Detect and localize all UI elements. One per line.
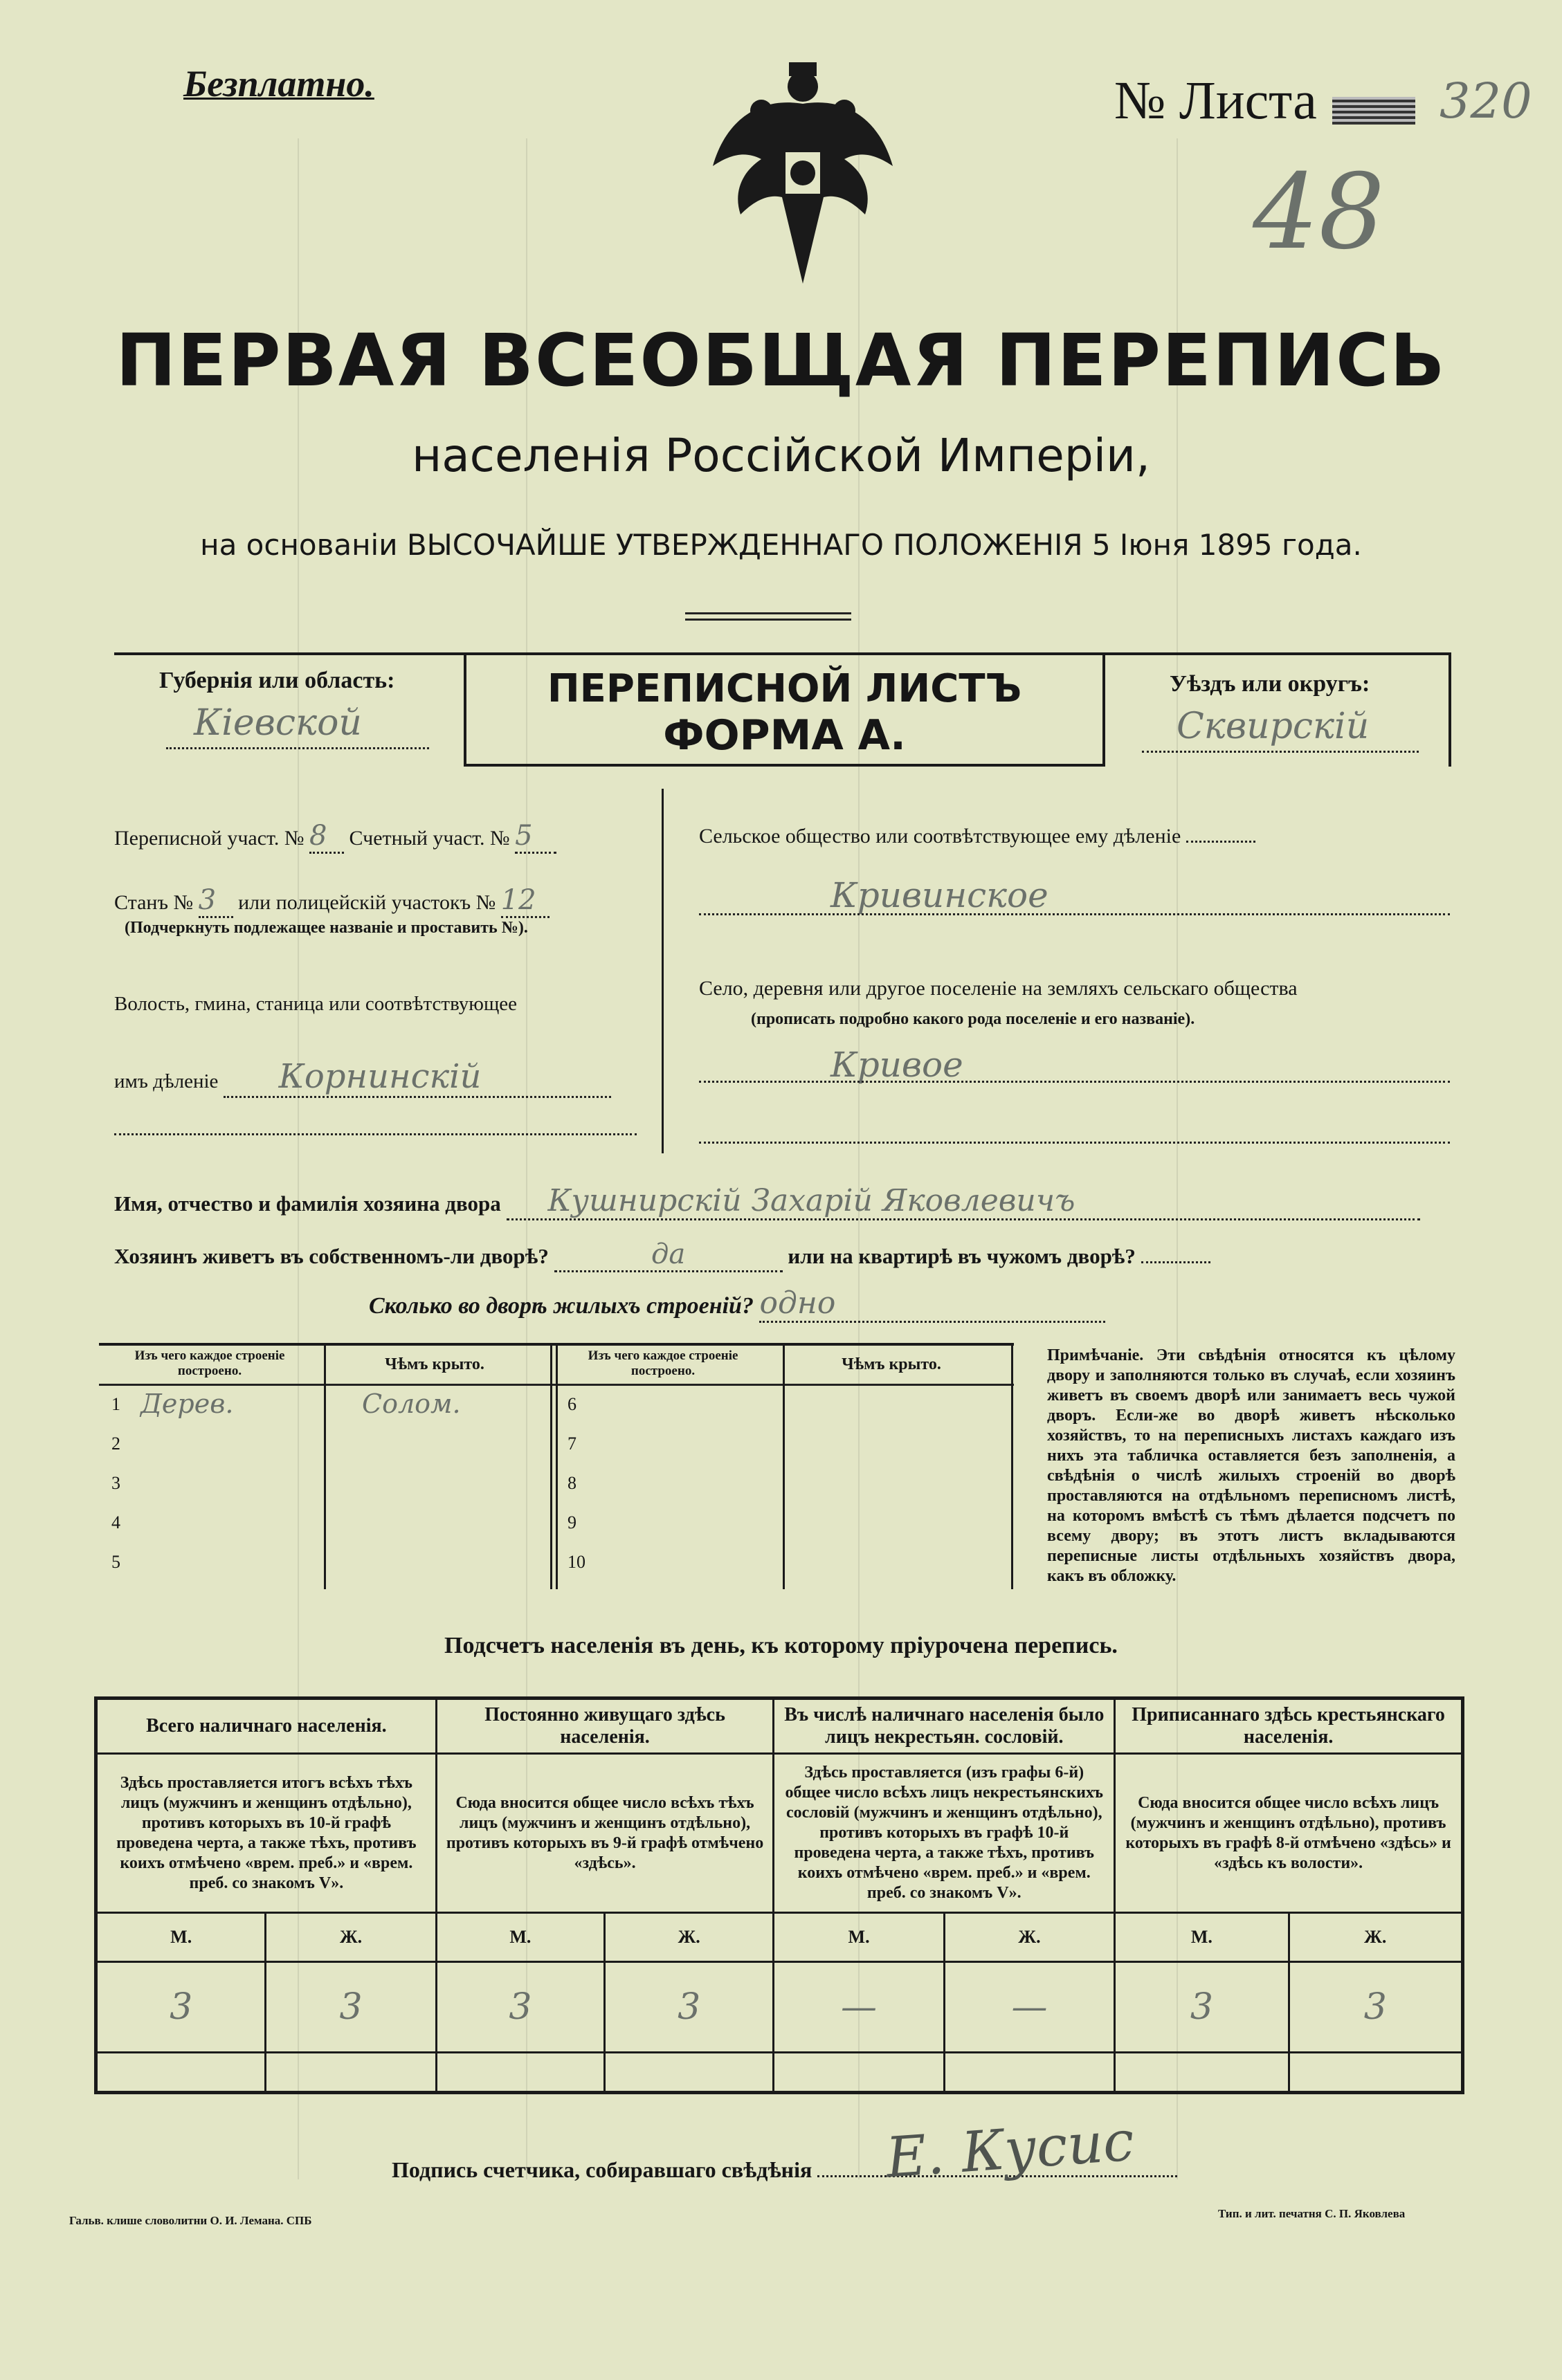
female-header: Ж.: [266, 1913, 436, 1962]
permanent-male-value[interactable]: 3: [436, 1962, 604, 2053]
structure-row: [99, 1386, 549, 1425]
group-header: Всего наличнаго населенія.: [96, 1699, 437, 1754]
group-description: Здѣсь проставляется (изъ графы 6-й) общее число всѣхъ лицъ некрестьянскихъ сословій (мужчинъ и женщинъ отдѣльно), противъ которыхъ въ графѣ 10-й проведена черта, а также тѣхъ, противъ коихъ отмѣчено «врем. преб.» и «врем. преб. со знакомъ V».: [774, 1754, 1115, 1913]
male-header: М.: [1115, 1913, 1289, 1962]
row-number: 1: [111, 1394, 120, 1414]
stan-value[interactable]: 3: [199, 884, 233, 918]
roof-value[interactable]: Солом.: [362, 1389, 461, 1419]
enumerator-signature: Е. Кусис: [884, 2108, 1136, 2190]
society-label: Сельское общество или соотвѣтствующее ему дѣленіе: [699, 825, 1181, 848]
stan-label: Станъ №: [114, 891, 194, 914]
male-header: М.: [96, 1913, 266, 1962]
row-number: 7: [567, 1434, 576, 1454]
count-title: Подсчетъ населенія въ день, къ которому пріурочена перепись.: [444, 1633, 1118, 1658]
group-header: Постоянно живущаго здѣсь населенія.: [436, 1699, 774, 1754]
province-value[interactable]: Кіевской: [194, 702, 362, 744]
structure-row: [559, 1425, 1009, 1465]
free-label: Безплатно.: [183, 63, 374, 104]
row-number: 2: [111, 1434, 120, 1454]
buildings-label: Сколько во дворѣ жилыхъ строеній?: [369, 1293, 754, 1319]
structures-note: Примѣчаніе. Эти свѣдѣнія относятся къ цѣлому двору и заполняются только въ случаѣ, если хозяинъ живетъ въ своемъ дворѣ или занимаетъ весь чужой дворъ. Если-же во дворѣ живетъ нѣсколько хозяйствъ, то на переписныхъ листахъ каждаго изъ нихъ эта табличка оставляется безъ заполненія, а свѣдѣнія о числѣ жилыхъ строеній во дворѣ проставляются на отдѣльномъ переписномъ листѣ, на которомъ вмѣстѣ съ тѣмъ дѣлается подсчетъ по всему двору; въ этотъ листъ вкладываются переписные листы отдѣльныхъ хозяйствъ двора, какъ въ обложку.: [1047, 1346, 1455, 1585]
structure-row: [99, 1425, 549, 1465]
society-value[interactable]: Кривинское: [830, 875, 1048, 915]
printer-left: Гальв. клише словолитни О. И. Лемана. СПБ: [69, 2214, 312, 2227]
population-count-table: [94, 1696, 1464, 2094]
col-roof-header: Чѣмъ крыто.: [385, 1355, 484, 1373]
female-header: Ж.: [944, 1913, 1114, 1962]
row-number: 6: [567, 1394, 576, 1414]
police-label: или полицейскій участокъ №: [238, 891, 496, 914]
owner-name-value[interactable]: Кушнирскій Захарій Яковлевичъ: [507, 1183, 1420, 1220]
province-label: Губернія или область:: [159, 668, 395, 693]
row-number: 4: [111, 1512, 120, 1532]
female-header: Ж.: [605, 1913, 774, 1962]
sheet-title: ПЕРЕПИСНОЙ ЛИСТЪ: [547, 666, 1022, 711]
count-section-value[interactable]: 5: [515, 820, 556, 854]
col-material-header: Изъ чего каждое строеніе построено.: [134, 1348, 285, 1378]
col-roof-header-2: Чѣмъ крыто.: [842, 1355, 941, 1373]
structure-row: [559, 1386, 1009, 1425]
structure-row: [99, 1465, 549, 1504]
permanent-female-value[interactable]: 3: [605, 1962, 774, 2053]
sheet-number-handwritten: 320: [1440, 73, 1532, 129]
census-section-label: Переписной участ. №: [114, 827, 305, 850]
legal-basis: на основаніи ВЫСОЧАЙШЕ УТВЕРЖДЕННАГО ПОЛОЖЕНІЯ 5 Іюня 1895 года.: [200, 528, 1362, 562]
stan-note: (Подчеркнуть подлежащее названіе и проставить №).: [125, 919, 528, 937]
group-description: Сюда вносится общее число всѣхъ лицъ (мужчинъ и женщинъ отдѣльно), противъ которыхъ въ графѣ 8-й отмѣчено «здѣсь» и «здѣсь къ волости».: [1115, 1754, 1463, 1913]
row-number: 9: [567, 1512, 576, 1532]
total-female-value[interactable]: 3: [266, 1962, 436, 2053]
row-number: 10: [567, 1552, 585, 1572]
row-number: 8: [567, 1473, 576, 1493]
material-value[interactable]: Дерев.: [140, 1389, 234, 1419]
group-header: Приписаннаго здѣсь крестьянскаго населенія.: [1115, 1699, 1463, 1754]
structure-row: [99, 1544, 549, 1583]
male-header: М.: [774, 1913, 944, 1962]
page-subtitle: населенія Россійской Имперіи,: [412, 429, 1150, 482]
group-description: Сюда вносится общее число всѣхъ тѣхъ лицъ (мужчинъ и женщинъ отдѣльно), противъ которыхъ въ 9-й графѣ отмѣчено «здѣсь».: [436, 1754, 774, 1913]
page-title: ПЕРВАЯ ВСЕОБЩАЯ ПЕРЕПИСЬ: [116, 318, 1446, 403]
volost-label-2: имъ дѣленіе: [114, 1070, 219, 1092]
structure-row: [559, 1465, 1009, 1504]
count-section-label: Счетный участ. №: [349, 827, 510, 850]
form-name: ФОРМА А.: [663, 711, 906, 760]
row-number: 5: [111, 1552, 120, 1572]
village-value[interactable]: Кривое: [830, 1045, 963, 1085]
male-header: М.: [436, 1913, 604, 1962]
registered-female-value[interactable]: 3: [1289, 1962, 1462, 2053]
structures-table: [99, 1343, 1014, 1589]
police-value[interactable]: 12: [501, 884, 550, 918]
group-description: Здѣсь проставляется итогъ всѣхъ тѣхъ лицъ (мужчинъ и женщинъ отдѣльно), противъ которыхъ въ 10-й графѣ проведена черта, а также тѣхъ, противъ коихъ отмѣчено «врем. преб.» и «врем. преб. со знакомъ V».: [96, 1754, 437, 1913]
volost-value[interactable]: Корнинскій: [224, 1057, 611, 1098]
nonpeasant-female-value[interactable]: —: [944, 1962, 1114, 2053]
row-number: 3: [111, 1473, 120, 1493]
signature-label: Подпись счетчика, собиравшаго свѣдѣнія: [392, 2157, 812, 2182]
structure-row: [559, 1544, 1009, 1583]
double-headed-eagle-emblem: [685, 55, 920, 291]
sheet-number-strike: [1332, 97, 1415, 125]
rent-label: или на квартирѣ въ чужомъ дворѣ?: [788, 1244, 1136, 1268]
structure-row: [99, 1504, 549, 1544]
owner-name-label: Имя, отчество и фамилія хозяина двора: [114, 1191, 501, 1216]
female-header: Ж.: [1289, 1913, 1462, 1962]
col-material-header-2: Изъ чего каждое строеніе построено.: [588, 1348, 738, 1378]
ornament-divider: [685, 612, 851, 621]
sheet-number-label: № Листа: [1114, 70, 1317, 130]
own-yard-label: Хозяинъ живетъ въ собственномъ-ли дворѣ?: [114, 1244, 549, 1268]
village-label: Село, деревня или другое поселеніе на земляхъ сельскаго общества: [699, 977, 1298, 1000]
district-value[interactable]: Сквирскій: [1177, 706, 1370, 747]
total-male-value[interactable]: 3: [96, 1962, 266, 2053]
own-yard-value[interactable]: да: [554, 1238, 783, 1272]
census-section-value[interactable]: 8: [309, 820, 344, 854]
district-label: Уѣздъ или округъ:: [1170, 671, 1370, 697]
structure-row: [559, 1504, 1009, 1544]
buildings-value[interactable]: одно: [759, 1285, 1105, 1323]
sheet-title-box: [464, 652, 1105, 767]
sheet-number-big: 48: [1253, 152, 1385, 273]
nonpeasant-male-value[interactable]: —: [774, 1962, 944, 2053]
registered-male-value[interactable]: 3: [1115, 1962, 1289, 2053]
printer-right: Тип. и лит. печатня С. П. Яковлева: [1218, 2207, 1406, 2220]
group-header: Въ числѣ наличнаго населенія было лицъ некрестьян. сословій.: [774, 1699, 1115, 1754]
volost-label: Волость, гмина, станица или соотвѣтствующее: [114, 993, 518, 1015]
village-note: (прописать подробно какого рода поселеніе и его названіе).: [751, 1010, 1195, 1028]
